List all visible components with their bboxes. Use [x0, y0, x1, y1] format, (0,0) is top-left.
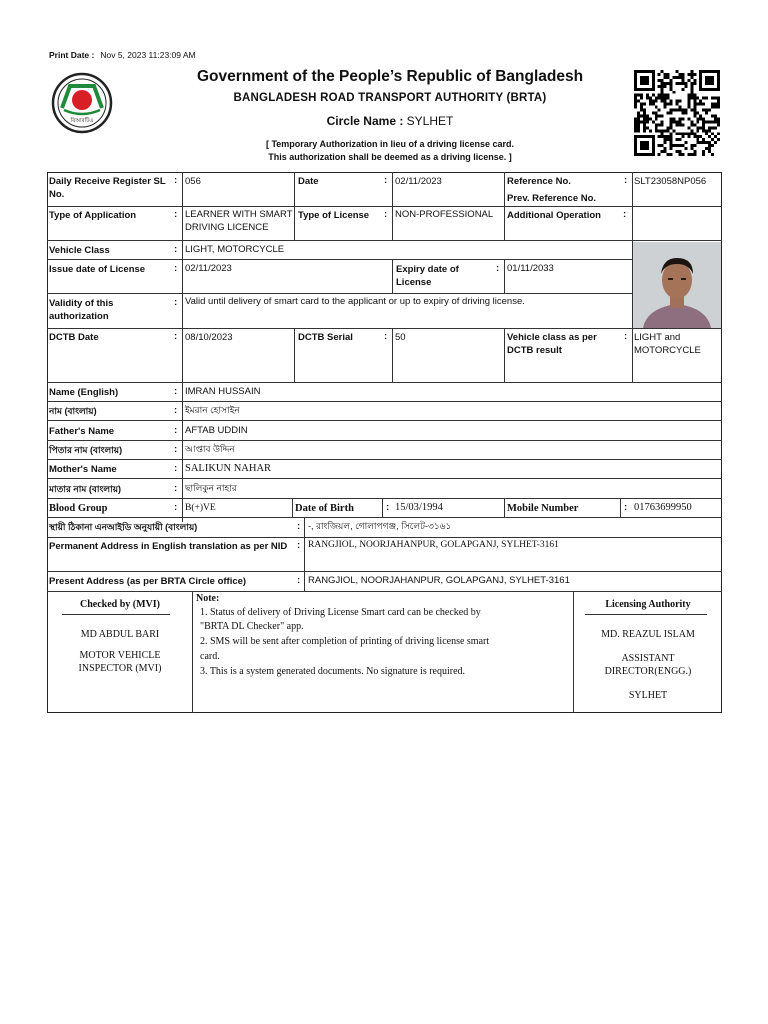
- drr-label: Daily Receive Register SL No.: [49, 176, 166, 200]
- type-application-label: Type of Application: [49, 210, 137, 221]
- note-line-2: "BRTA DL Checker" app.: [200, 621, 304, 632]
- colon: :: [297, 575, 301, 586]
- dctb-date-value: 08/10/2023: [185, 332, 233, 343]
- type-application-value: LEARNER WITH SMART DRIVING LICENCE: [185, 209, 293, 233]
- date-value: 02/11/2023: [395, 176, 442, 187]
- licensing-authority-heading: Licensing Authority: [605, 599, 691, 610]
- colon: :: [174, 175, 178, 186]
- reference-value: SLT23058NP056: [634, 176, 707, 187]
- colon: :: [624, 175, 628, 186]
- expiry-date-label: Expiry date of License: [396, 264, 459, 288]
- colon: :: [384, 331, 388, 342]
- checked-by-title-1: MOTOR VEHICLE: [79, 650, 161, 661]
- colon: :: [174, 502, 178, 513]
- permanent-address-bangla-label: স্থায়ী ঠিকানা এনআইডি অনুযায়ী (বাংলায়): [49, 522, 198, 532]
- validity-label: Validity of this authorization: [49, 298, 114, 322]
- dctb-date-label: DCTB Date: [49, 332, 99, 343]
- logo-text: বিআরটিএ: [70, 118, 94, 124]
- col-divider: [382, 498, 383, 518]
- permanent-address-english-label: Permanent Address in English translation as per NID: [49, 541, 288, 552]
- page-subtitle: BANGLADESH ROAD TRANSPORT AUTHORITY (BRTA): [233, 92, 547, 104]
- checked-by-name: MD ABDUL BARI: [80, 629, 160, 640]
- expiry-date-value: 01/11/2033: [507, 263, 554, 274]
- drr-value: 056: [185, 176, 201, 187]
- vehicle-class-label: Vehicle Class: [49, 245, 110, 256]
- qr-code: [632, 70, 722, 156]
- validity-value: Valid until delivery of smart card to the applicant or up to expiry of driving license.: [185, 296, 525, 307]
- print-date-value: Nov 5, 2023 11:23:09 AM: [100, 50, 196, 60]
- licensing-authority-location: SYLHET: [628, 690, 668, 701]
- colon: :: [384, 175, 388, 186]
- colon: :: [623, 209, 627, 220]
- licensing-authority-name: MD. REAZUL ISLAM: [601, 629, 695, 640]
- licensing-authority-title-1: ASSISTANT: [621, 653, 675, 664]
- checked-by-heading: Checked by (MVI): [80, 599, 160, 610]
- dctb-result-value: LIGHT and MOTORCYCLE: [634, 332, 701, 356]
- additional-operation-label: Additional Operation: [507, 210, 601, 221]
- row-divider: [47, 537, 722, 538]
- row-divider: [47, 206, 722, 207]
- heading-underline: [585, 614, 707, 615]
- present-address-label: Present Address (as per BRTA Circle office): [49, 576, 247, 587]
- circle-name: [130, 114, 650, 128]
- blood-group-label: Blood Group: [49, 503, 108, 514]
- dob-value: 15/03/1994: [395, 502, 443, 513]
- temporary-authorization-note: [130, 138, 650, 164]
- row-divider: [47, 240, 722, 241]
- permanent-address-english-value: RANGJIOL, NOORJAHANPUR, GOLAPGANJ, SYLHET-3161: [308, 540, 559, 550]
- col-divider: [504, 328, 505, 383]
- col-divider: [504, 259, 505, 294]
- reference-label: Reference No.: [507, 176, 571, 187]
- present-address-value: RANGJIOL, NOORJAHANPUR, GOLAPGANJ, SYLHET-3161: [308, 575, 570, 586]
- mobile-value: 01763699950: [634, 502, 692, 513]
- type-license-value: NON-PROFESSIONAL: [395, 209, 494, 220]
- prev-reference-label: Prev. Reference No.: [507, 193, 597, 204]
- colon: :: [174, 297, 178, 308]
- colon: :: [174, 386, 178, 397]
- date-label: Date: [298, 176, 319, 187]
- dob-label: Date of Birth: [295, 503, 354, 514]
- col-divider: [392, 328, 393, 383]
- mother-name-label: Mother's Name: [49, 464, 117, 475]
- circle-name-value: SYLHET: [406, 114, 454, 128]
- colon: :: [384, 209, 388, 220]
- colon: :: [174, 425, 178, 436]
- row-divider: [47, 478, 722, 479]
- note-line-5: 3. This is a system generated documents. No signature is required.: [200, 666, 466, 677]
- temp-line-1: [ Temporary Authorization in lieu of a driving license card.: [265, 139, 515, 149]
- row-divider: [47, 293, 632, 294]
- name-bangla-label: নাম (বাংলায়): [49, 406, 97, 416]
- note-line-4: card.: [200, 651, 220, 662]
- heading-underline: [62, 614, 170, 615]
- print-date-label: Print Date :: [49, 50, 95, 60]
- colon: :: [174, 331, 178, 342]
- mother-name-bangla-value: ছালিকুন নাহার: [185, 483, 237, 493]
- col-divider: [573, 591, 574, 713]
- row-divider: [47, 440, 722, 441]
- brta-logo: [50, 72, 114, 134]
- row-divider: [47, 382, 722, 383]
- name-bangla-value: ইমরান হোসাইন: [185, 405, 240, 415]
- applicant-photo: [633, 242, 721, 328]
- colon: :: [174, 244, 178, 255]
- name-english-value: IMRAN HUSSAIN: [185, 386, 261, 397]
- dctb-serial-value: 50: [395, 332, 406, 343]
- colon: :: [297, 540, 301, 551]
- colon: :: [624, 502, 628, 513]
- colon: :: [174, 483, 178, 494]
- mobile-label: Mobile Number: [507, 503, 579, 514]
- note-line-3: 2. SMS will be sent after completion of printing of driving license smart: [200, 636, 490, 647]
- print-date: [49, 50, 196, 60]
- licensing-authority-title-2: DIRECTOR(ENGG.): [604, 666, 692, 677]
- dctb-result-label: Vehicle class as per DCTB result: [507, 332, 597, 356]
- father-name-value: AFTAB UDDIN: [185, 425, 248, 436]
- mother-name-bangla-label: মাতার নাম (বাংলায়): [49, 484, 122, 494]
- colon: :: [386, 502, 390, 513]
- issue-date-label: Issue date of License: [49, 264, 146, 275]
- row-divider: [47, 259, 632, 260]
- col-divider: [182, 172, 183, 522]
- colon: :: [297, 521, 301, 532]
- row-divider: [47, 571, 722, 572]
- colon: :: [174, 463, 178, 474]
- col-divider: [294, 328, 295, 383]
- colon: :: [174, 263, 178, 274]
- colon: :: [174, 209, 178, 220]
- father-name-label: Father's Name: [49, 426, 115, 437]
- colon: :: [174, 444, 178, 455]
- note-line-1: 1. Status of delivery of Driving License Smart card can be checked by: [200, 607, 481, 618]
- name-english-label: Name (English): [49, 387, 119, 398]
- father-name-bangla-label: পিতার নাম (বাংলায়): [49, 445, 123, 455]
- issue-date-value: 02/11/2023: [185, 263, 232, 274]
- col-divider: [292, 498, 293, 518]
- blood-group-value: B(+)VE: [185, 503, 216, 513]
- page-title: Government of the People’s Republic of Bangladesh: [196, 68, 584, 85]
- permanent-address-bangla-value: -, রাংজিয়ল, গোলাপগঞ্জ, সিলেট-৩১৬১: [308, 521, 452, 531]
- dctb-serial-label: DCTB Serial: [298, 332, 353, 343]
- row-divider: [47, 401, 722, 402]
- colon: :: [624, 331, 628, 342]
- father-name-bangla-value: আপ্তাব উদ্দিন: [185, 444, 235, 454]
- temp-line-2: This authorization shall be deemed as a driving license. ]: [268, 152, 512, 162]
- row-divider: [47, 420, 722, 421]
- col-divider: [620, 498, 621, 518]
- col-divider: [192, 591, 193, 713]
- colon: :: [174, 405, 178, 416]
- col-divider: [392, 259, 393, 294]
- note-heading: Note:: [196, 593, 220, 604]
- row-divider: [47, 328, 722, 329]
- col-divider: [392, 172, 393, 241]
- row-divider: [47, 459, 722, 460]
- circle-name-label: Circle Name :: [326, 114, 404, 128]
- col-divider: [504, 172, 505, 241]
- vehicle-class-value: LIGHT, MOTORCYCLE: [185, 244, 285, 255]
- col-divider: [504, 498, 505, 518]
- colon: :: [496, 263, 500, 274]
- type-license-label: Type of License: [298, 210, 370, 221]
- mother-name-value: SALIKUN NAHAR: [185, 463, 272, 474]
- checked-by-title-2: INSPECTOR (MVI): [78, 663, 162, 674]
- row-divider: [47, 591, 722, 592]
- col-divider: [304, 517, 305, 592]
